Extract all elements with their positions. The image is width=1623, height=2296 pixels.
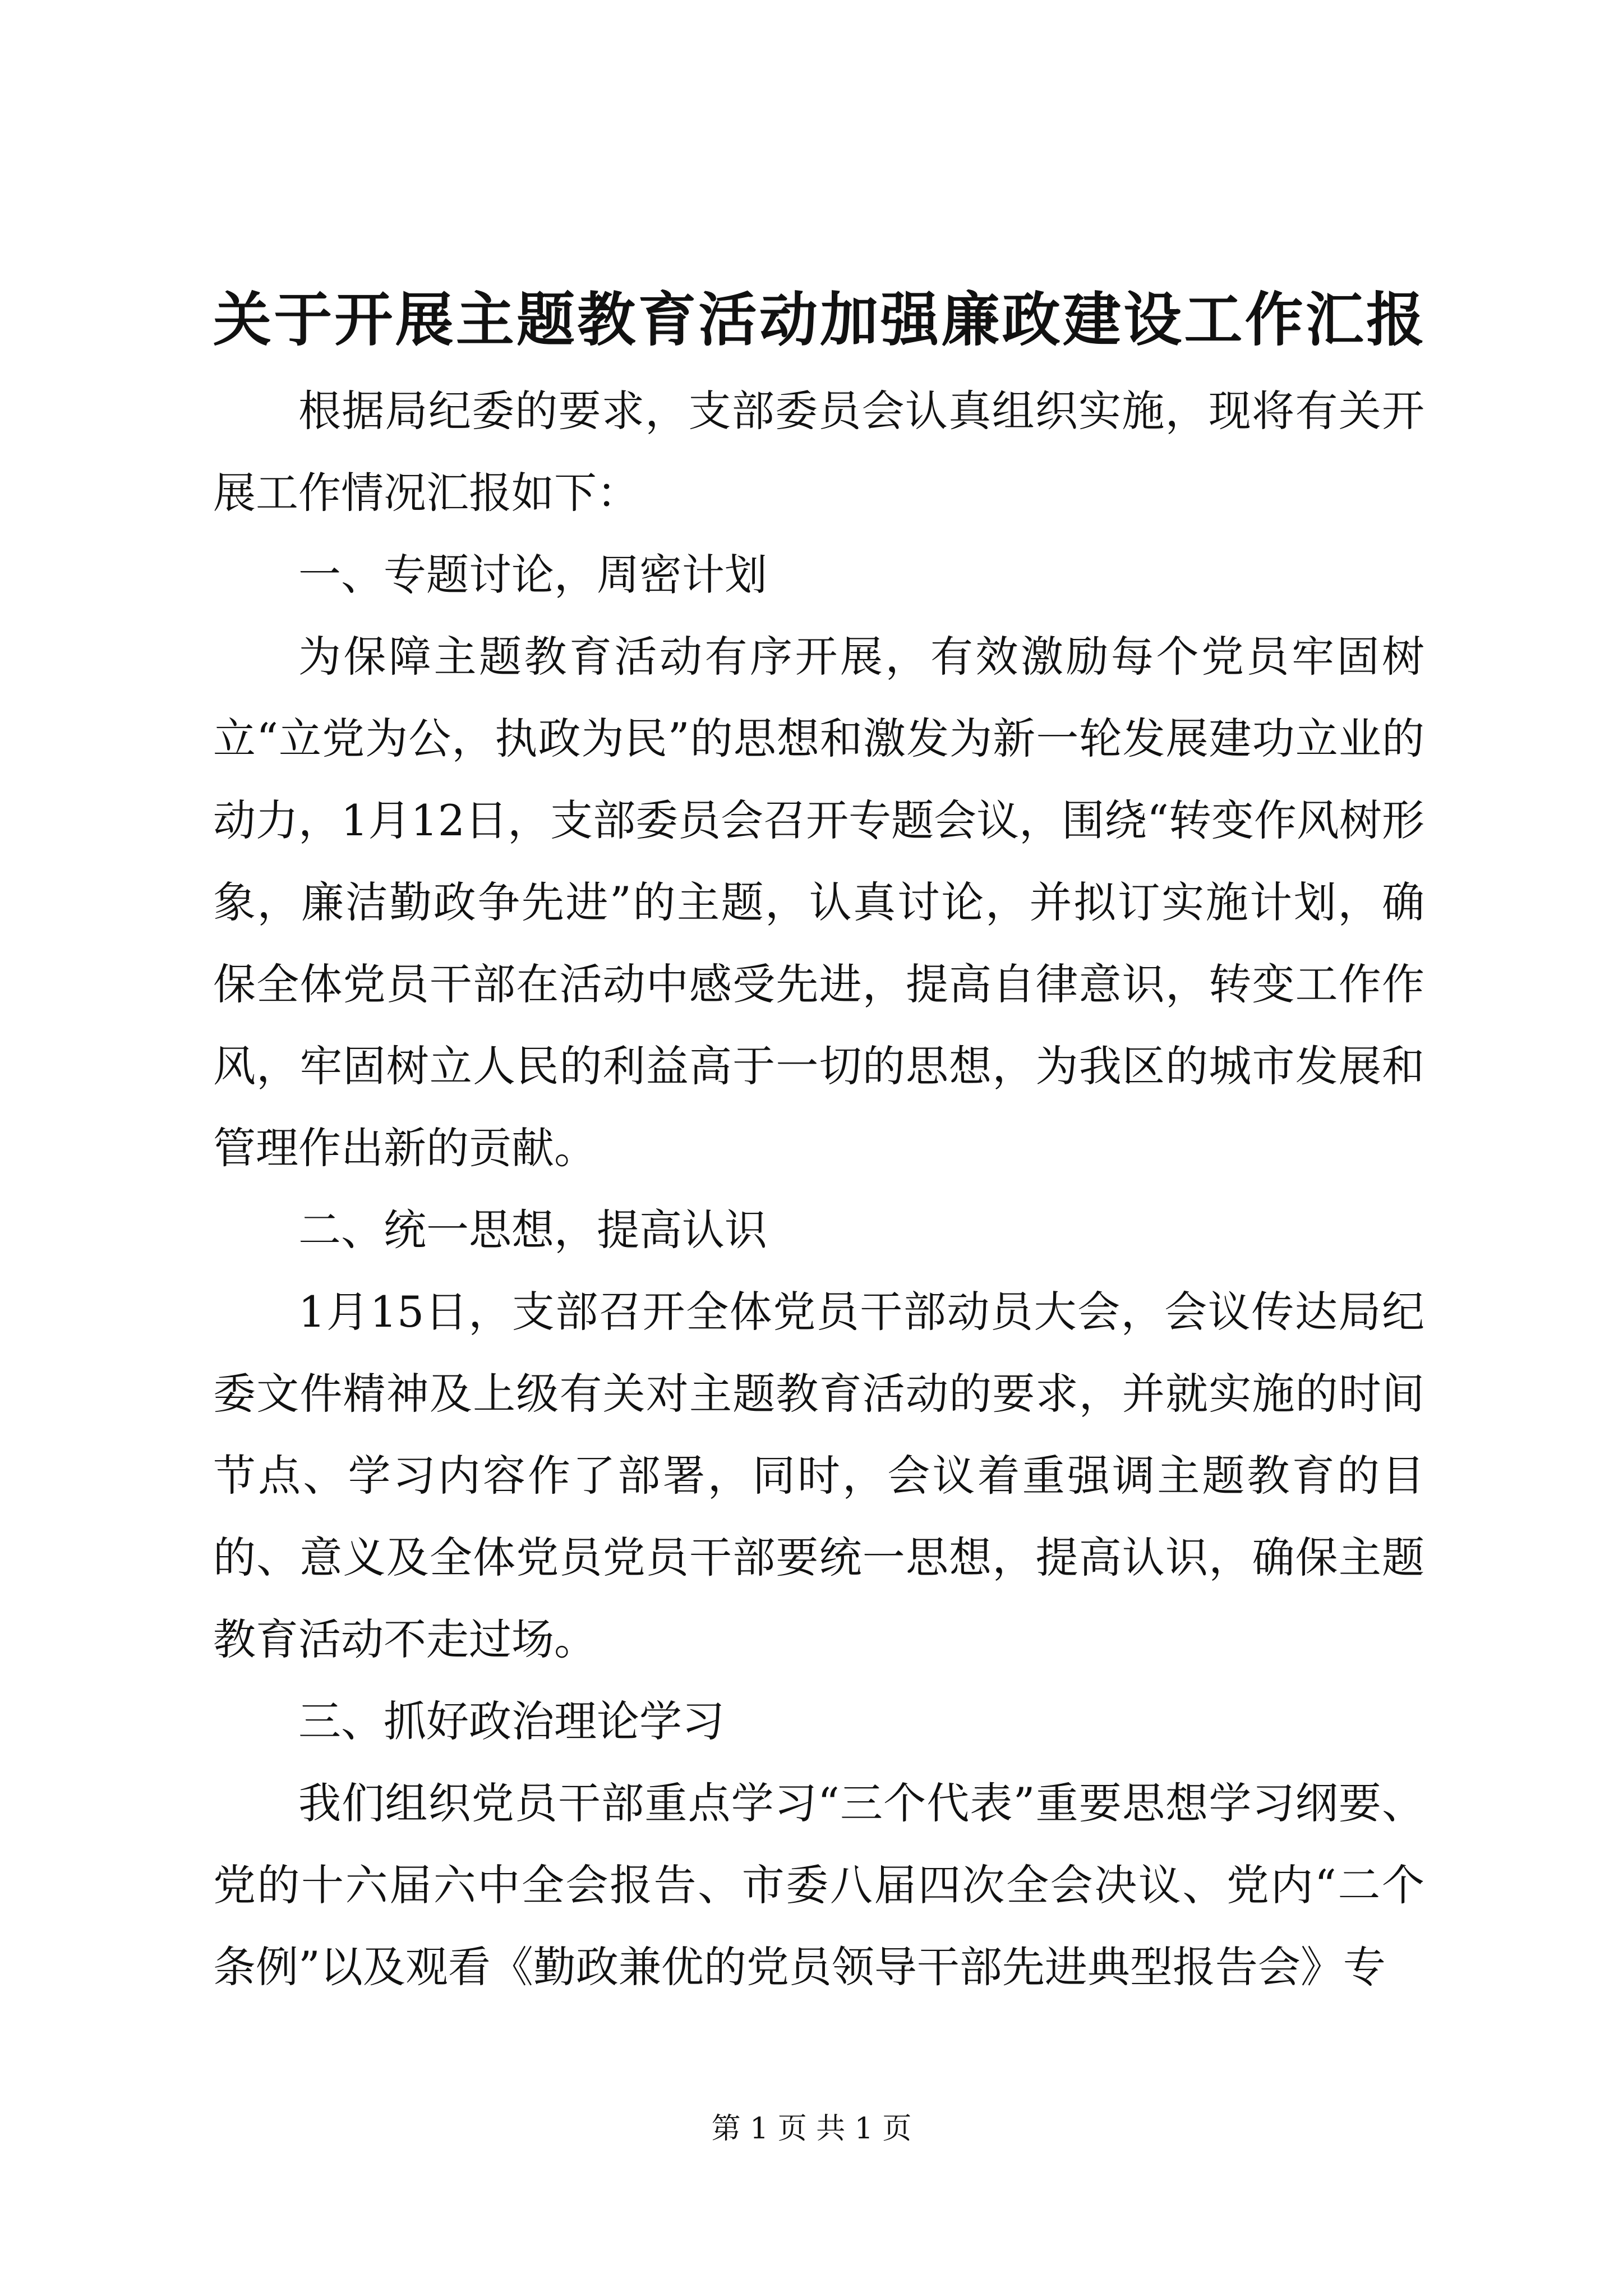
section-heading-1: 一、专题讨论，周密计划 (298, 550, 767, 600)
section-heading-2: 二、统一思想，提高认识 (298, 1205, 767, 1255)
section-paragraph-1: 为保障主题教育活动有序开展，有效激励每个党员牢固树立“立党为公，执政为民”的思想和激发为新一轮发展建功立业的动力，1月12日，支部委员会召开专题会议，围绕“转变作风树形象，廉洁勤政争先进”的主题，认真讨论，并拟订实施计划，确保全体党员干部在活动中感受先进，提高自律意识，转变工作作风，牢固树立人民的利益高于一切的思想，为我区的城市发展和管理作出新的贡献。 (213, 632, 1424, 1173)
page-footer: 第 1 页 共 1 页 (711, 2112, 912, 2146)
document-body (213, 370, 1424, 2008)
section-paragraph-3: 我们组织党员干部重点学习“三个代表”重要思想学习纲要、党的十六届六中全会报告、市委八届四次全会决议、党内“二个条例”以及观看《勤政兼优的党员领导干部先进典型报告会》专 (213, 1778, 1424, 1992)
document-title: 关于开展主题教育活动加强廉政建设工作汇报 (213, 285, 1424, 354)
intro-paragraph: 根据局纪委的要求，支部委员会认真组织实施，现将有关开展工作情况汇报如下： (213, 386, 1424, 518)
section-paragraph-2: 1月15日，支部召开全体党员干部动员大会，会议传达局纪委文件精神及上级有关对主题教育活动的要求，并就实施的时间节点、学习内容作了部署，同时，会议着重强调主题教育的目的、意义及全体党员党员干部要统一思想，提高认识，确保主题教育活动不走过场。 (213, 1287, 1424, 1664)
section-heading-3: 三、抓好政治理论学习 (298, 1696, 725, 1746)
